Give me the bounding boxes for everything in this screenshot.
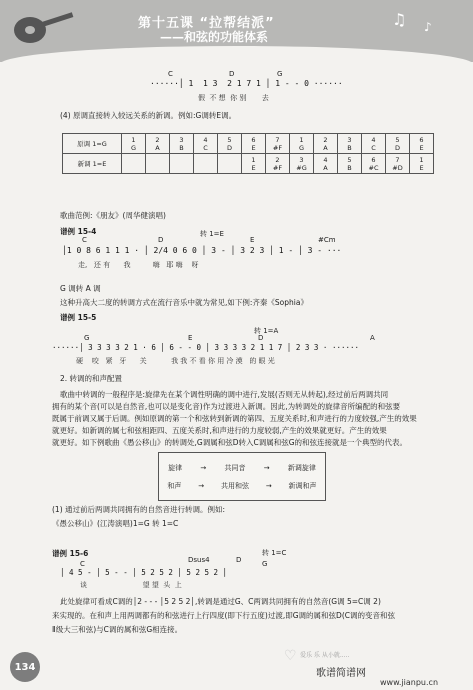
chord-label: E	[188, 334, 193, 342]
key-change-label: 转 1=C	[262, 549, 287, 557]
paragraph-line: 就更好。如新调的属七和弦相距四、五度关系时,和声进行的力度较弱,产生的效果就更好。产生的效果	[52, 426, 387, 435]
music-note-icon: ♪	[424, 20, 432, 34]
chord-label: E	[250, 236, 255, 244]
table-cell	[218, 154, 242, 174]
table-cell: 7 #D	[386, 154, 410, 174]
table-cell: 2̇ A	[314, 134, 338, 154]
chord-label: G	[84, 334, 90, 342]
table-cell: 3̇ B	[338, 134, 362, 154]
example-label: 谱例 15-4	[60, 227, 97, 236]
table-cell: 7 #F	[266, 134, 290, 154]
table-cell: 5̇ D	[386, 134, 410, 154]
example-label: 谱例 15-5	[60, 313, 97, 322]
chord-label: C	[168, 70, 173, 78]
table-cell: 2 #F	[266, 154, 290, 174]
key-change-label: 转 1=A	[254, 327, 279, 335]
row-label: 新调 1=E	[63, 154, 122, 174]
chord-label: G	[277, 70, 283, 78]
watermark-text: 爱乐 乐 从小就.....	[300, 652, 350, 659]
table-cell	[170, 154, 194, 174]
paragraph-line: 歌曲中转调的一般程序是:旋律先在某个调性明确的调中进行,发展(否则无从转起),经过前后两调共同	[60, 390, 389, 399]
lyrics-line: 假 不 想 你 别 去	[198, 94, 269, 102]
notation-line: │1 0 8 6 1 1 1 · │ 2/4 0 6 0 │ 3 - │ 3 2 3 │ 1 - │ 3 - ···	[62, 246, 342, 255]
original-key-row	[63, 134, 434, 154]
table-cell: 5 B	[338, 154, 362, 174]
paragraph-line: 就更好。如下例歌曲《愚公移山》的转调处,G调属和弦D转入C调属和弦G的和弦连接就是一个典型的代表。	[52, 438, 408, 447]
table-cell: 4 A	[314, 154, 338, 174]
lesson-subtitle: ——和弦的功能体系	[160, 30, 269, 44]
site-name: 歌谱简谱网	[316, 668, 366, 679]
lyrics-line: 走, 还 有 我 嗨 耶 嗨 呀	[78, 261, 199, 269]
chord-label: D	[158, 236, 164, 244]
chord-label: A	[370, 334, 375, 342]
table-cell: 4̇ C	[362, 134, 386, 154]
chord-label: D	[236, 556, 242, 564]
table-cell: 3 B	[170, 134, 194, 154]
key-comparison-table	[62, 133, 434, 174]
notation-line: │ 4 5 - │ 5 - - │ 5 2 5 2 │ 5 2 5 2 │	[60, 568, 228, 577]
notation-line: ······│ 3 3 3 3 2 1 · 6 │ 6 - - 0 │ 3 3 3 3 2 1 1 7 │ 2 3 3 · ······	[52, 343, 360, 352]
chord-label: #Cm	[318, 236, 336, 244]
song-example-intro: 歌曲范例:《朋友》(周华健演唱)	[60, 211, 166, 220]
chord-label: C	[82, 236, 87, 244]
table-cell	[146, 154, 170, 174]
table-cell: 1 G	[122, 134, 146, 154]
row-label: 原调 1=G	[63, 134, 122, 154]
chord-label: Dsus4	[188, 556, 210, 564]
melody-flow-row: 旋律 → 共同音 → 新调旋律	[168, 463, 316, 472]
table-cell: 2 A	[146, 134, 170, 154]
table-cell: 6̇ E	[410, 134, 434, 154]
transition-text: 这种升高大二度的转调方式在流行音乐中就为常见,如下例:齐秦《Sophia》	[60, 298, 308, 307]
paragraph-line: 既属于前调又属于后调。例如原调的第一个和弦转到新调的第四、五度关系时,和声进行的力度较强,产生的效果	[52, 414, 417, 423]
paragraph-line: Ⅱ级大三和弦)与C调的属和弦G相连接。	[52, 625, 183, 634]
paragraph-line: 此处旋律可看成C调的│2 - - - │5 2 5 2│,转调是通过G、C两调共同拥有的自然音(G调 5=C调 2)	[60, 597, 381, 606]
lyrics-line: 硬 咬 紧 牙 关 我 我 不 看 你 用 冷 漠 的 眼 光	[76, 357, 275, 365]
heart-icon: ♡	[284, 648, 297, 664]
guitar-icon	[8, 4, 78, 52]
lesson-title: 第十五课 “拉帮结派”	[138, 16, 275, 31]
notation-line: ······│ 1 1 3 2 1 7 1 │ 1 - - 0 ······	[150, 79, 343, 88]
section-heading: 2. 转调的和声配置	[60, 374, 123, 383]
new-key-row	[63, 154, 434, 174]
table-cell	[122, 154, 146, 174]
chord-label: G	[262, 560, 268, 568]
modulation-flow-diagram	[158, 452, 326, 501]
transition-heading: G 调转 A 调	[60, 284, 101, 293]
table-cell: 1̇ E	[410, 154, 434, 174]
harmony-flow-row: 和声 → 共用和弦 → 新调和声	[167, 481, 317, 490]
music-note-icon: ♫	[392, 10, 407, 29]
example-label: 谱例 15-6	[52, 549, 89, 558]
lyrics-line: 谈 望 望 头 上	[80, 581, 182, 589]
chord-label: D	[229, 70, 235, 78]
table-cell: 1 E	[242, 154, 266, 174]
table-cell: 4 C	[194, 134, 218, 154]
table-cell	[194, 154, 218, 174]
table-cell: 1̇ G	[290, 134, 314, 154]
page-number: 134	[10, 652, 40, 682]
key-change-label: 转 1=E	[200, 230, 224, 238]
site-url: www.jianpu.cn	[380, 678, 439, 687]
section-4-text: (4) 原调直接转入较远关系的新调。例如:G调转E调。	[60, 111, 237, 120]
chord-label: C	[80, 560, 85, 568]
chord-label: D	[258, 334, 264, 342]
paragraph-line: 拥有的某个音(可以是自然音,也可以是变化音)作为过渡进入新调。因此,为转调处的旋律音所编配的和弦要	[52, 402, 401, 411]
table-cell: 5 D	[218, 134, 242, 154]
table-cell: 3 #G	[290, 154, 314, 174]
paragraph-line: 来实现的。在和声上用两调都有的和弦进行上行四度(即下行五度)过渡,即G调的属和弦D(C调的变音和弦	[52, 611, 395, 620]
subsection-text: (1) 通过前后两调共同拥有的自然音进行转调。例如:	[52, 505, 226, 514]
song-source-text: 《愚公移山》(江涛演唱)1=G 转 1=C	[52, 519, 179, 528]
table-cell: 6 E	[242, 134, 266, 154]
table-cell: 6 #C	[362, 154, 386, 174]
